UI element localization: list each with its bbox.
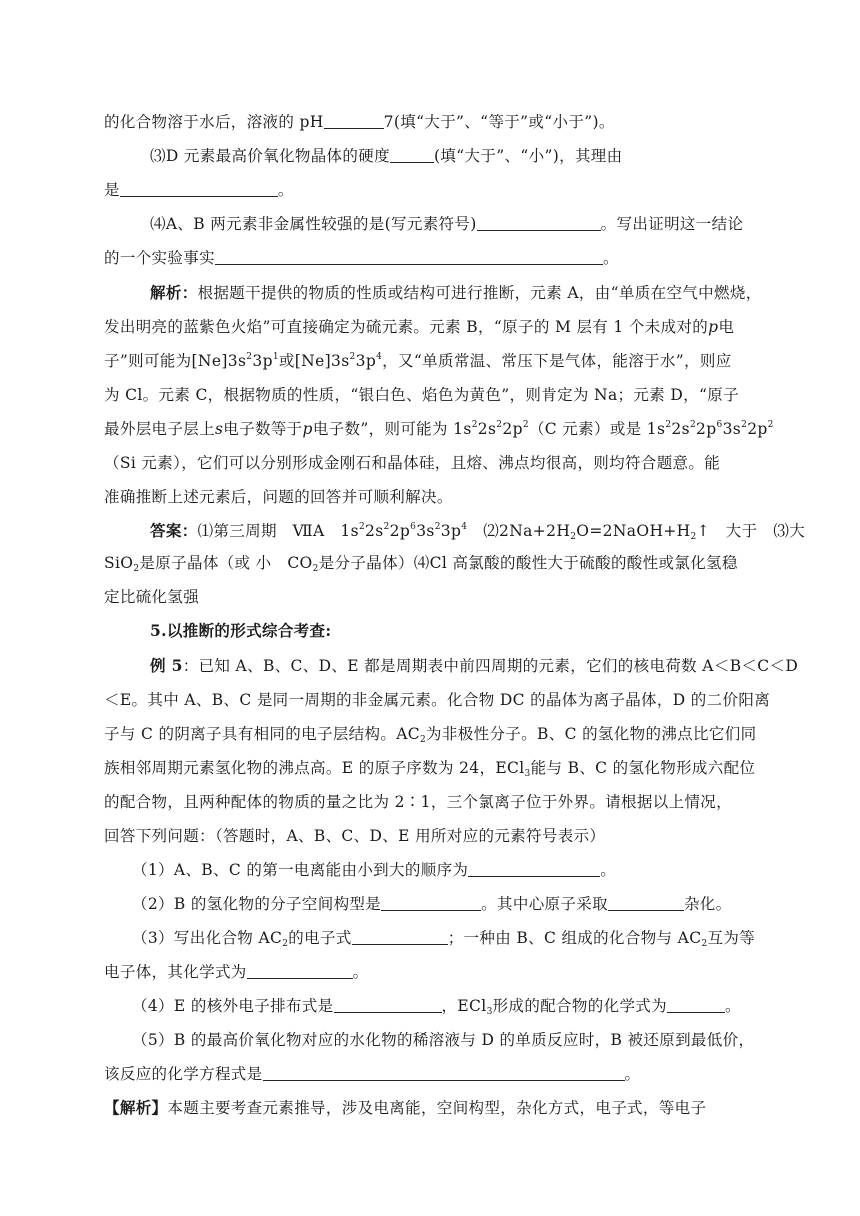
text: （1）A、B、C 的第一电离能由小到大的顺序为: [132, 861, 469, 879]
text-line: [0, 385, 860, 405]
text-line: [0, 656, 860, 676]
text: 或[Ne]3s: [278, 352, 350, 370]
text: 的电子式: [288, 929, 352, 947]
answer-blank[interactable]: [263, 1065, 625, 1081]
text: 电子数”，则可能为 1s: [312, 420, 472, 438]
superscript: 2: [522, 420, 529, 430]
text-line: [0, 317, 860, 337]
text-line: [0, 690, 860, 710]
analysis-label: 【解析】: [104, 1098, 168, 1117]
superscript: 2: [383, 522, 390, 532]
answer-blank[interactable]: [608, 895, 684, 911]
text: 该反应的化学方程式是: [104, 1065, 263, 1083]
superscript: 2: [358, 522, 366, 532]
answer-blank[interactable]: [120, 181, 278, 197]
text: 最外层电子层上: [104, 420, 215, 438]
text: 2s: [477, 420, 497, 438]
text: 互为等: [707, 929, 756, 947]
text: 杂化。: [683, 895, 732, 913]
text-line: [0, 1064, 860, 1084]
text-line: [0, 283, 860, 303]
text: 为非极性分子。B、C 的氢化物的沸点比它们同: [426, 725, 757, 743]
question-3: [0, 928, 860, 948]
superscript: 2: [767, 420, 774, 430]
question-2: [0, 894, 860, 914]
subscript: 2: [282, 939, 289, 949]
text: 。: [725, 997, 741, 1015]
text-line: [0, 487, 860, 507]
text: (填“大于”、“小”)，其理由: [433, 147, 623, 165]
text: 。: [277, 181, 294, 199]
text-line: [0, 962, 860, 982]
text-line: [0, 214, 860, 234]
superscript: 2: [349, 352, 356, 362]
text-line: [0, 758, 860, 778]
text: 2p: [502, 420, 523, 438]
question-5: [0, 1030, 860, 1050]
subscript: 2: [701, 939, 708, 949]
answer-blank[interactable]: [352, 929, 448, 945]
subscript: 2: [690, 532, 697, 542]
subscript: 3: [524, 769, 531, 779]
text: 。: [352, 963, 369, 981]
text: 子与 C 的阴离子具有相同的电子层结构。AC: [104, 725, 420, 743]
text: 。: [624, 1065, 641, 1083]
text: 定比硫化氢强: [104, 588, 200, 606]
subscript: 2: [133, 564, 140, 574]
answer-blank[interactable]: [215, 249, 603, 265]
text-line: [0, 351, 860, 371]
subscript: 2: [419, 735, 427, 745]
superscript: 6: [410, 522, 417, 532]
text: ：已知 A、B、C、D、E 都是周期表中前四周期的元素，它们的核电荷数 A＜B＜C＜D: [182, 657, 799, 675]
text: 电: [718, 318, 735, 336]
text-line: [0, 826, 860, 846]
answer-blank[interactable]: [334, 997, 442, 1013]
text-line: [0, 112, 860, 132]
answer-blank[interactable]: [477, 215, 601, 231]
text: 根据题干提供的物质的性质或结构可进行推断，元素 A，由“单质在空气中燃烧，: [197, 284, 762, 302]
superscript: 2: [665, 420, 672, 430]
text-line: [0, 521, 860, 541]
text: O=2NaOH+H: [576, 522, 691, 540]
section-heading: [0, 621, 860, 641]
superscript: 4: [461, 522, 468, 532]
text: 的一个实验事实: [104, 249, 215, 267]
example-label: 例 5: [150, 656, 183, 675]
text: ⑶D 元素最高价氧化物晶体的硬度: [150, 147, 390, 165]
text: s: [214, 420, 224, 438]
text: 。: [600, 861, 617, 879]
superscript: 2: [246, 352, 253, 362]
text: 准确推断上述元素后，问题的回答并可顺利解决。: [104, 488, 453, 506]
text: 电子体，其化学式为: [104, 963, 247, 981]
superscript: 2: [741, 420, 748, 430]
text: 电子数等于: [223, 420, 303, 438]
answer-blank[interactable]: [247, 963, 353, 979]
text: 回答下列问题：（答题时，A、B、C、D、E 用所对应的元素符号表示）: [104, 827, 606, 845]
text: （C 元素）或是 1s: [528, 420, 666, 438]
question-4: [0, 996, 860, 1016]
superscript: 2: [471, 420, 478, 430]
analysis-label: 解析：: [150, 283, 198, 302]
answer-blank[interactable]: [390, 147, 434, 163]
text: p: [708, 318, 719, 336]
answer-blank[interactable]: [468, 861, 600, 877]
text-line: [0, 587, 860, 607]
text: ，ECl: [441, 997, 487, 1015]
text: 的配合物，且两种配体的物质的量之比为 2∶1，三个氯离子位于外界。请根据以上情况，: [104, 793, 733, 811]
text: 形成的配合物的化学式为: [492, 997, 667, 1015]
text: ＜E。其中 A、B、C 是同一周期的非金属元素。化合物 DC 的晶体为离子晶体，D 的二价阳离: [104, 691, 771, 709]
text: 子”则可能为[Ne]3s: [104, 352, 247, 370]
answer-blank[interactable]: [381, 895, 481, 911]
text: 的化合物溶于水后，溶液的 pH: [104, 113, 324, 131]
text-line: [0, 724, 860, 744]
text: 3p: [252, 352, 273, 370]
text: 是: [104, 181, 120, 199]
text: 为 Cl。元素 C，根据物质的性质，“银白色、焰色为黄色”，则肯定为 Na；元素 D，“原子: [104, 386, 739, 404]
text: （Si 元素），它们可以分别形成金刚石和晶体硅，且熔、沸点均很高，则均符合题意。能: [104, 454, 721, 472]
text: ↑ 大于 ⑶大: [696, 522, 806, 540]
text: 本题主要考查元素推导，涉及电离能，空间构型，杂化方式，电子式，等电子: [167, 1099, 707, 1117]
text: ⑴第三周期 ⅦA 1s: [197, 522, 359, 540]
subscript: 2: [570, 532, 577, 542]
text-line: [0, 146, 860, 166]
text: 3s: [416, 522, 435, 540]
text-line: [0, 453, 860, 473]
superscript: 2: [689, 420, 697, 430]
text: 2p: [696, 420, 717, 438]
text: 。写出证明这一结论: [600, 215, 744, 233]
answer-blank[interactable]: [324, 113, 384, 129]
text: 2s: [671, 420, 690, 438]
text: 2p: [747, 420, 768, 438]
text: 是分子晶体）⑷Cl 高氯酸的酸性大于硫酸的酸性或氯化氢稳: [318, 554, 738, 572]
text: 。其中心原子采取: [481, 895, 608, 913]
text: SiO: [104, 554, 134, 572]
text-line: [0, 792, 860, 812]
text-line: [0, 248, 860, 268]
text: （2）B 的氢化物的分子空间构型是: [132, 895, 382, 913]
text: 是原子晶体（或 小 CO: [139, 554, 313, 572]
text: ⑷A、B 两元素非金属性较强的是(写元素符号): [150, 215, 477, 233]
text: 族相邻周期元素氢化物的沸点高。E 的原子序数为 24，ECl: [104, 759, 525, 777]
text: 2s: [365, 522, 384, 540]
text-line: [0, 419, 860, 439]
text: 3p: [440, 522, 462, 540]
subscript: 3: [486, 1007, 493, 1017]
text: ⑵2Na+2H: [467, 522, 571, 540]
text: 3s: [722, 420, 742, 438]
text: （5）B 的最高价氧化物对应的水化物的稀溶液与 D 的单质反应时，B 被还原到最低价，: [132, 1031, 755, 1049]
text: 3p: [355, 352, 377, 370]
answer-label: 答案：: [150, 521, 198, 540]
question-1: [0, 860, 860, 880]
text-line: [0, 1098, 860, 1118]
section-heading-text: 5.以推断的形式综合考查:: [150, 621, 332, 640]
superscript: 6: [716, 420, 723, 430]
text: 能与 B、C 的氢化物形成六配位: [530, 759, 756, 777]
text: （3）写出化合物 AC: [132, 929, 283, 947]
superscript: 1: [272, 352, 279, 362]
superscript: 4: [376, 352, 383, 362]
text-line: [0, 180, 860, 200]
superscript: 2: [434, 522, 441, 532]
text: ，又“单质常温、常压下是气体，能溶于水”，则应: [382, 352, 732, 370]
text-line: [0, 553, 860, 573]
text: 7(填“大于”、“等于”或“小于”)。: [383, 113, 615, 131]
text: p: [302, 420, 313, 438]
text: 2p: [389, 522, 411, 540]
text: 发出明亮的蓝紫色火焰”可直接确定为硫元素。元素 B，“原子的 M 层有 1 个未成对的: [104, 318, 709, 336]
text: （4）E 的核外电子排布式是: [132, 997, 334, 1015]
text: 。: [602, 249, 619, 267]
superscript: 2: [496, 420, 503, 430]
subscript: 2: [312, 564, 319, 574]
answer-blank[interactable]: [667, 997, 725, 1013]
text: ；一种由 B、C 组成的化合物与 AC: [447, 929, 702, 947]
